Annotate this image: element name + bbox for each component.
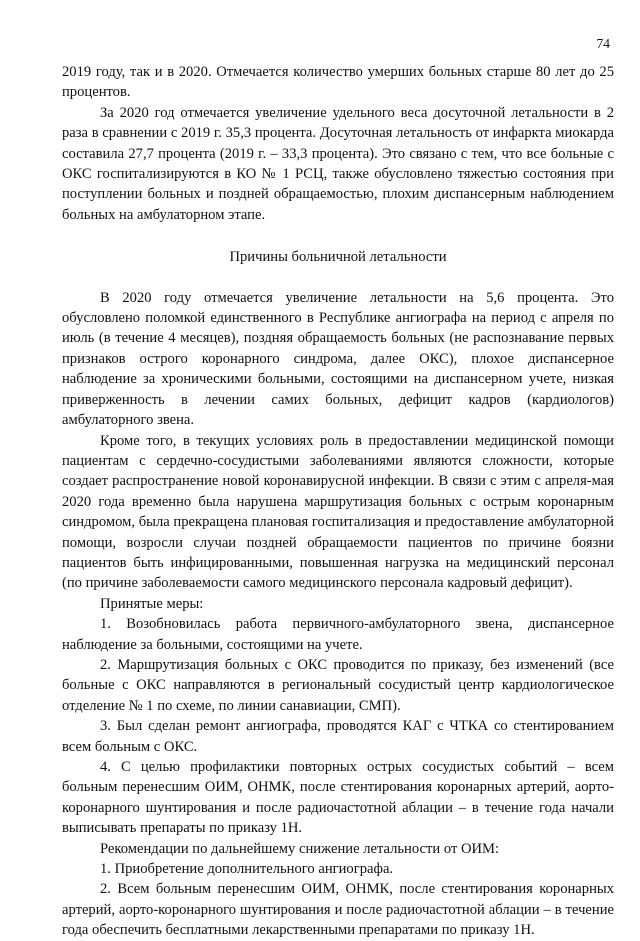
measure-item-4: 4. С целью профилактики повторных острых сосудистых событий – всем больным перенесшим ОИМ, ОНМК, после стентирования коронарных артерий, аорто-коронарного шунтирования и после радиочастотной аблации – в течение года начали выписывать препараты по приказу 1Н. [62,759,614,837]
page-number: 74 [596,36,610,51]
section-title: Причины больничной летальности [229,249,447,266]
recommendation-item-2: 2. Всем больным перенесшим ОИМ, ОНМК, после стентирования коронарных артерий, аорто-коронарного шунтирования и после радиочастотной аблации – в течение года обеспечить бесплатными лекарственными препаратами по приказу 1Н. [62,881,614,939]
measure-item-2: 2. Маршрутизация больных с ОКС проводится по приказу, без изменений (все больные с ОКС направляются в региональный сосудистый центр кардиологическое отделение № 1 по схеме, по линии санавиации, СМП). [62,656,614,714]
recommendations-heading: Рекомендации по дальнейшему снижение летальности от ОИМ: [100,840,500,857]
intro-paragraph-1: 2019 году, так и в 2020. Отмечается количество умерших больных старше 80 лет до 25 процентов. [62,64,614,101]
intro-paragraph-2: За 2020 год отмечается увеличение удельного веса досуточной летальности в 2 раза в сравнении с 2019 г. 35,3 процента. Досуточная летальность от инфаркта миокарда составила 27,7 процента (2019 г. – 33,3 процента). Это связано с тем, что все больные с ОКС госпитализируются в КО № 1 РСЦ, также обусловлено тяжестью состояния при поступлении больных и поздней обращаемостью, плохим диспансерным наблюдением больных на амбулаторном этапе. [62,104,614,223]
document-page [62,36,614,941]
section-paragraph-2: Кроме того, в текущих условиях роль в предоставлении медицинской помощи пациентам с сердечно-сосудистыми заболеваниями являются сложности, которые создает распространение новой коронавирусной инфекции. В связи с этим с апреля-мая 2020 года временно была нарушена маршрутизация больных с острым коронарным синдромом, была прекращена плановая госпитализация и предоставление амбулаторной помощи, возросли случаи поздней обращаемости пациентов по причине боязни пациентов быть инфицированными, повышенная нагрузка на медицинский персонал (по причине заболеваемости самого медицинского персонала кадровый дефицит). [62,432,614,592]
section-paragraph-1: В 2020 году отмечается увеличение летальности на 5,6 процента. Это обусловлено поломкой единственного в Республике ангиографа на период с апреля по июль (в течение 4 месяцев), поздняя обращаемость больных (не распознавание первых признаков острого коронарного синдрома, далее ОКС), плохое диспансерное наблюдение за хроническими больными, состоящими на диспансерном учете, низкая приверженность в лечении самих больных, дефицит кадров (кардиологов) амбулаторного звена. [62,289,614,429]
recommendation-item-1: 1. Приобретение дополнительного ангиографа. [100,861,394,878]
measure-item-3: 3. Был сделан ремонт ангиографа, проводятся КАГ с ЧТКА со стентированием всем больным с ОКС. [62,718,614,755]
measure-item-1: 1. Возобновилась работа первичного-амбулаторного звена, диспансерное наблюдение за больными, состоящими на учете. [62,616,614,653]
measures-heading: Принятые меры: [100,595,204,612]
